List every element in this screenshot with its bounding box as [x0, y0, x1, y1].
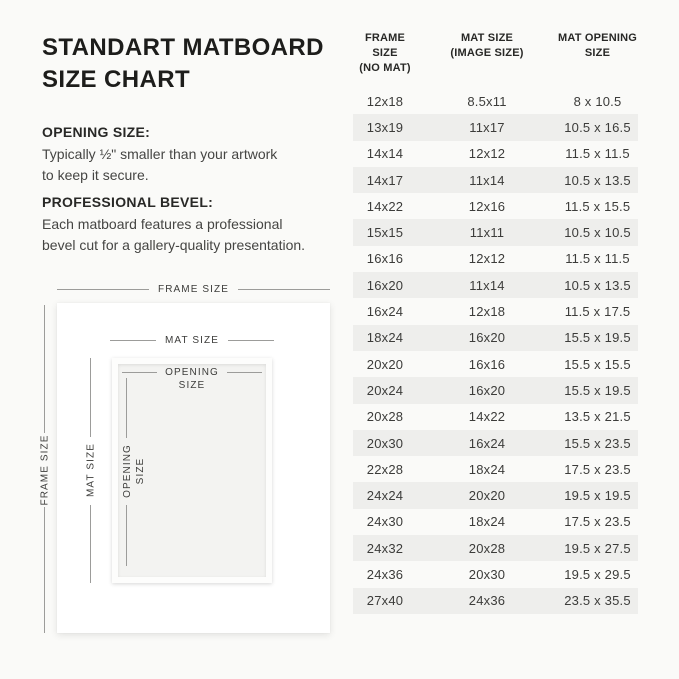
- table-cell: 27x40: [366, 593, 404, 609]
- page-title-line1: STANDART MATBOARD: [42, 34, 324, 61]
- table-cell: 15.5 x 19.5: [564, 382, 631, 398]
- table-cell: 19.5 x 29.5: [564, 566, 631, 582]
- table-cell: 17.5 x 23.5: [564, 461, 631, 477]
- table-cell: 15.5 x 23.5: [564, 435, 631, 451]
- table-cell: 12x18: [366, 93, 404, 109]
- table-row: [353, 351, 638, 377]
- table-cell: 15.5 x 15.5: [564, 356, 631, 372]
- column-header-text: MAT SIZE: [460, 32, 514, 44]
- table-row: [353, 219, 638, 245]
- table-cell: 8.5x11: [467, 93, 507, 109]
- opening-size-vertical-label-line2: SIZE: [135, 457, 146, 485]
- table-cell: 15x15: [366, 225, 404, 241]
- table-cell: 24x36: [468, 593, 506, 609]
- table-cell: 18x24: [366, 330, 404, 346]
- mat-size-label-text: MAT SIZE: [165, 335, 219, 346]
- professional-bevel-text-line2: bevel cut for a gallery-quality presentation.: [42, 237, 306, 253]
- table-cell: 16x20: [366, 277, 404, 293]
- table-cell: 19.5 x 19.5: [564, 488, 631, 504]
- table-row: [353, 141, 638, 167]
- table-row: [353, 325, 638, 351]
- table-cell: 12x12: [468, 146, 506, 162]
- table-cell: 11x14: [469, 277, 505, 293]
- table-cell: 11.5 x 11.5: [565, 146, 630, 162]
- table-cell: 16x20: [468, 382, 506, 398]
- mat-size-vertical-line-top: [90, 358, 91, 437]
- table-cell: 12x12: [468, 251, 506, 267]
- table-cell: 24x32: [366, 540, 404, 556]
- column-header-text: (NO MAT): [359, 62, 411, 74]
- professional-bevel-section: [42, 192, 342, 256]
- dimension-line: [110, 340, 156, 341]
- table-cell: 12x18: [468, 304, 506, 320]
- frame-size-label-text: FRAME SIZE: [158, 284, 230, 295]
- table-cell: 11.5 x 11.5: [565, 251, 630, 267]
- table-cell: 11x17: [469, 119, 505, 135]
- table-cell: 12x16: [468, 198, 506, 214]
- professional-bevel-heading: PROFESSIONAL BEVEL:: [42, 194, 214, 210]
- table-row: [353, 298, 638, 324]
- opening-size-text-line1: Typically ½" smaller than your artwork: [42, 146, 278, 162]
- mat-size-vertical-label: MAT SIZE: [85, 443, 97, 497]
- table-cell: 20x28: [366, 409, 404, 425]
- opening-size-label-text-line2: SIZE: [178, 380, 206, 391]
- column-header-frame-size: [353, 31, 417, 76]
- size-table-header: [353, 31, 638, 76]
- table-cell: 15.5 x 19.5: [564, 330, 631, 346]
- column-header-mat-size: [417, 31, 557, 76]
- table-cell: 14x17: [366, 172, 404, 188]
- table-cell: 10.5 x 13.5: [564, 172, 631, 188]
- table-cell: 20x30: [366, 435, 404, 451]
- table-row: [353, 272, 638, 298]
- professional-bevel-text-line1: Each matboard features a professional: [42, 216, 283, 232]
- table-cell: 16x16: [468, 356, 506, 372]
- table-cell: 20x30: [468, 566, 506, 582]
- column-header-text: FRAME SIZE: [364, 32, 406, 59]
- opening-size-vertical-label-line1: OPENING: [122, 444, 133, 498]
- frame-size-vertical-label: FRAME SIZE: [39, 434, 51, 506]
- table-row: [353, 456, 638, 482]
- table-row: [353, 588, 638, 614]
- table-cell: 11x14: [469, 172, 505, 188]
- table-cell: 13.5 x 21.5: [564, 409, 631, 425]
- table-row: [353, 88, 638, 114]
- dimension-line: [122, 372, 157, 373]
- table-cell: 23.5 x 35.5: [564, 593, 631, 609]
- table-cell: 14x14: [366, 146, 404, 162]
- opening-size-text-line2: to keep it secure.: [42, 167, 149, 183]
- table-row: [353, 193, 638, 219]
- opening-size-horizontal-label: [122, 366, 262, 393]
- dimension-line: [238, 289, 330, 290]
- table-cell: 17.5 x 23.5: [564, 514, 631, 530]
- table-cell: 16x24: [366, 304, 404, 320]
- table-cell: 11.5 x 15.5: [564, 198, 631, 214]
- table-cell: 24x30: [366, 514, 404, 530]
- table-cell: 16x24: [468, 435, 506, 451]
- table-cell: 16x16: [366, 251, 404, 267]
- table-row: [353, 482, 638, 508]
- dimension-line: [57, 289, 149, 290]
- frame-size-vertical-line-bottom: [44, 507, 45, 633]
- table-row: [353, 509, 638, 535]
- table-cell: 19.5 x 27.5: [564, 540, 631, 556]
- table-cell: 20x24: [366, 382, 404, 398]
- opening-size-vertical-line-top: [126, 378, 127, 438]
- table-cell: 24x36: [366, 566, 404, 582]
- table-cell: 18x24: [468, 461, 506, 477]
- table-row: [353, 377, 638, 403]
- mat-size-vertical-line-bottom: [90, 505, 91, 583]
- table-cell: 13x19: [366, 119, 404, 135]
- opening-size-vertical-label: [121, 444, 147, 498]
- table-row: [353, 535, 638, 561]
- table-cell: 20x20: [468, 488, 506, 504]
- table-row: [353, 167, 638, 193]
- opening-size-heading: OPENING SIZE:: [42, 124, 151, 140]
- table-row: [353, 561, 638, 587]
- table-cell: 10.5 x 16.5: [564, 119, 631, 135]
- opening-size-section: [42, 122, 342, 186]
- table-cell: 11x11: [469, 225, 505, 241]
- frame-size-vertical-line-top: [44, 305, 45, 433]
- frame-size-horizontal-label: [57, 284, 330, 295]
- page-title: [42, 32, 324, 96]
- table-cell: 14x22: [366, 198, 404, 214]
- table-cell: 22x28: [366, 461, 404, 477]
- size-table-rows: [353, 88, 638, 614]
- table-cell: 8 x 10.5: [573, 93, 622, 109]
- table-row: [353, 246, 638, 272]
- table-row: [353, 430, 638, 456]
- table-cell: 20x20: [366, 356, 404, 372]
- page-title-line2: SIZE CHART: [42, 66, 190, 93]
- column-header-mat-opening-size: [557, 31, 638, 76]
- table-row: [353, 114, 638, 140]
- table-cell: 20x28: [468, 540, 506, 556]
- table-cell: 24x24: [366, 488, 404, 504]
- table-cell: 16x20: [468, 330, 506, 346]
- table-cell: 11.5 x 17.5: [564, 304, 631, 320]
- table-row: [353, 404, 638, 430]
- table-cell: 10.5 x 10.5: [564, 225, 631, 241]
- column-header-text: SIZE: [584, 47, 611, 59]
- table-cell: 18x24: [468, 514, 506, 530]
- table-cell: 10.5 x 13.5: [564, 277, 631, 293]
- opening-size-vertical-line-bottom: [126, 505, 127, 566]
- table-cell: 14x22: [468, 409, 506, 425]
- column-header-text: (IMAGE SIZE): [450, 47, 524, 59]
- mat-size-horizontal-label: [110, 335, 274, 346]
- dimension-line: [227, 372, 262, 373]
- dimension-line: [228, 340, 274, 341]
- opening-size-label-text-line1: OPENING: [165, 367, 219, 378]
- column-header-text: MAT OPENING: [558, 32, 637, 44]
